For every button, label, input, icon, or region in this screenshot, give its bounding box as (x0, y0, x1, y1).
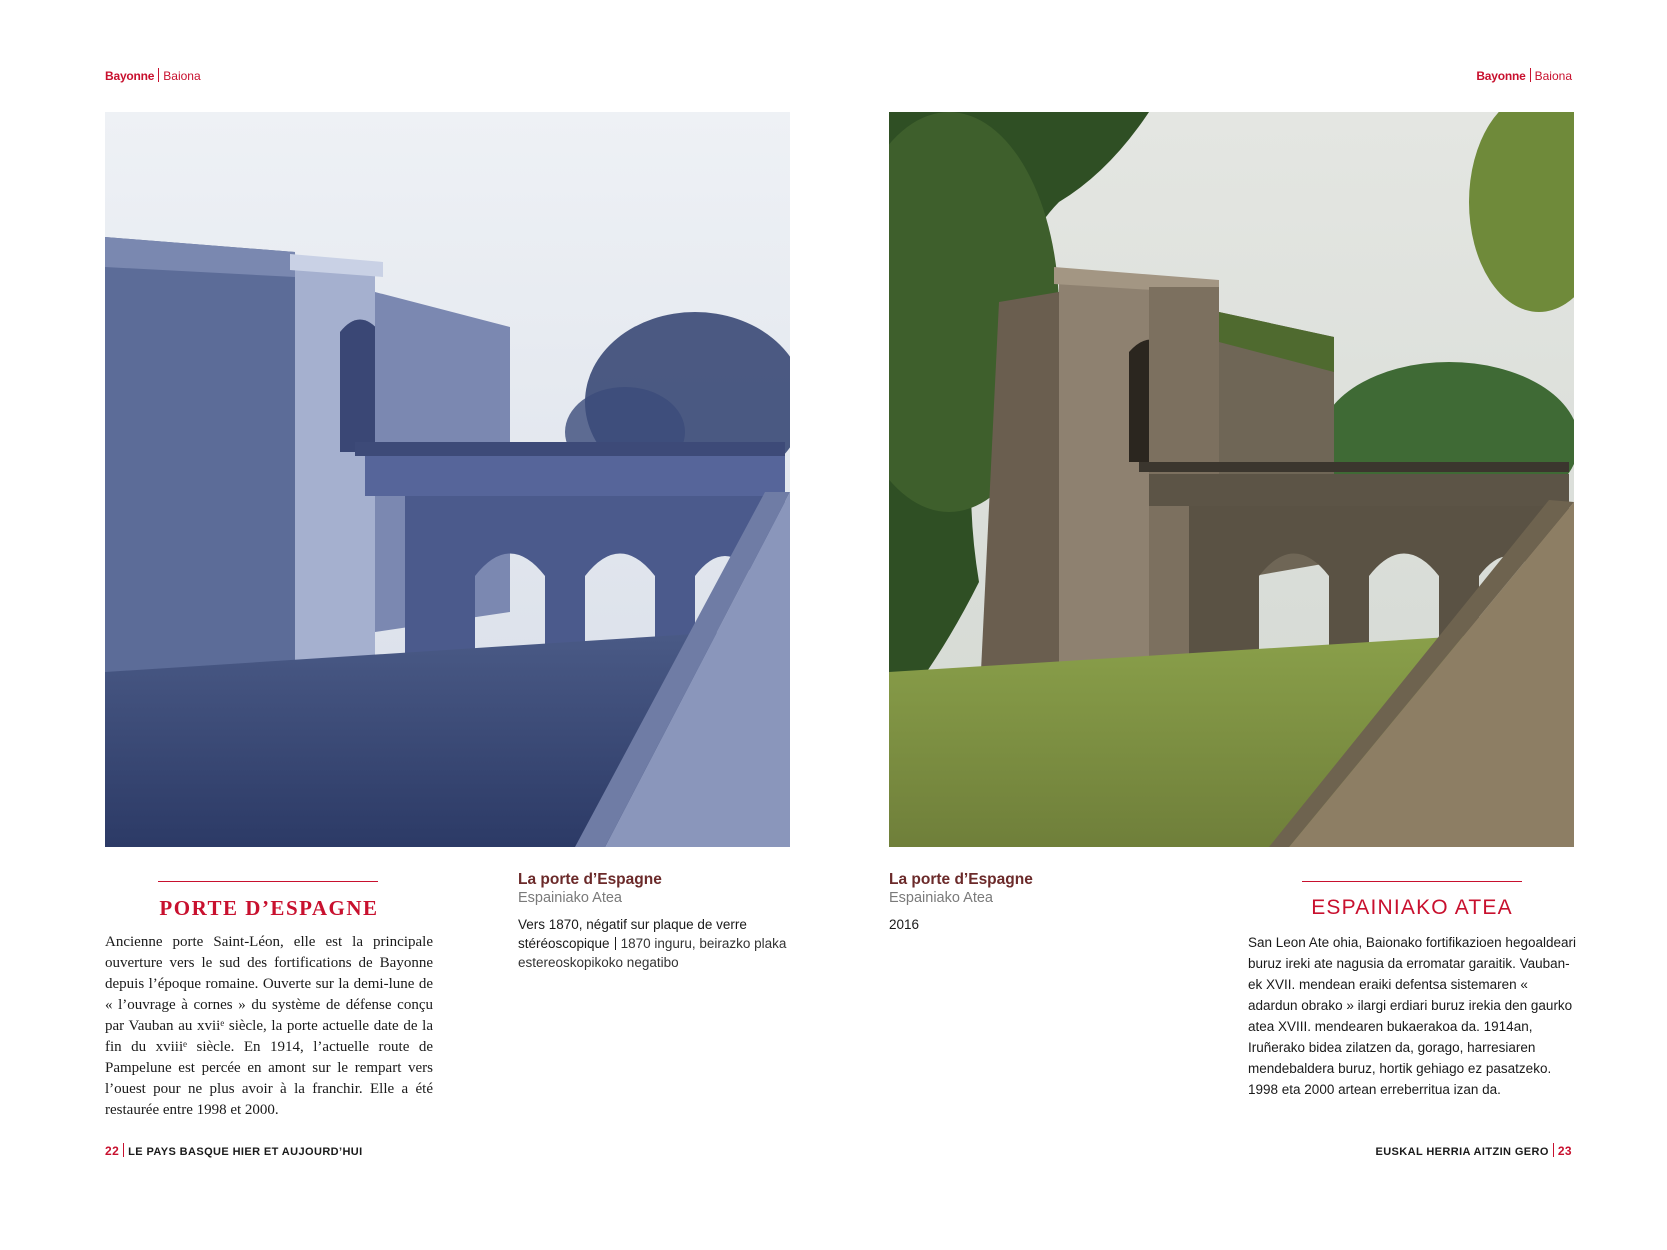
caption-title: La porte d’Espagne (889, 871, 1033, 888)
body-text-eu: San Leon Ate ohia, Baionako fortifikazioen hegoaldeari buruz ireki ate nagusia da erromatar garaitik. Vauban-ek XVII. mendean eraiki defentsa sistemaren « adardun obrako » ilargi erdiari buruz irekia den gaurko atea XVIII. mendearen bukaerakoa da. 1914an, Iruñerako bidea zilatzen da, gorago, harresiaren mendebaldera buruz, hortik gehiago ez pasatzeko. 1998 eta 2000 artean erreberritua izan da. (1248, 935, 1576, 1097)
divider (615, 937, 616, 950)
running-head-bold: Bayonne (105, 69, 155, 83)
title-rule (1302, 881, 1522, 882)
historic-photo (105, 112, 790, 847)
body-text-fr: Ancienne porte Saint-Léon, elle est la principale ouverture vers le sud des fortifications de Bayonne depuis l’époque romaine. Ouverte sur la demi-lune de « l’ouvrage à cornes » du système de défense conçu par Vauban au xviiᵉ siècle, la porte actuelle date de la fin du xviiiᵉ siècle. En 1914, l’actuelle route de Pampelune est percée en amont sur le rempart vers l’ouest pour ne plus avoir à la franchir. Elle a été restaurée entre 1998 et 2000. (105, 934, 433, 1118)
historic-cyanotype-photo-icon (105, 112, 790, 847)
footer-left (105, 1143, 363, 1159)
running-head-right (1476, 68, 1572, 84)
caption-title: La porte d’Espagne (518, 871, 662, 888)
footer-title: EUSKAL HERRIA AITZIN GERO (1375, 1146, 1549, 1158)
caption-body: 2016 (889, 917, 920, 932)
section-title-fr: PORTE D’ESPAGNE (159, 896, 379, 920)
divider (1530, 68, 1531, 82)
caption-subtitle: Espainiako Atea (518, 890, 622, 906)
page-number: 22 (105, 1144, 120, 1158)
divider (158, 68, 159, 82)
footer-right (1375, 1143, 1572, 1159)
section-title-eu: ESPAINIAKO ATEA (1311, 896, 1513, 919)
page-number: 23 (1557, 1144, 1572, 1158)
running-head-light: Baiona (1534, 69, 1572, 83)
running-head-left (105, 68, 201, 84)
modern-color-photo-icon (889, 112, 1574, 847)
right-caption (889, 870, 1189, 934)
footer-title: LE PAYS BASQUE HIER ET AUJOURD’HUI (128, 1146, 363, 1158)
caption-body-eu: 1870 inguru, beirazko plaka estereoskopikoko negatibo (518, 936, 787, 970)
modern-photo (889, 112, 1574, 847)
divider (123, 1143, 124, 1157)
left-caption (518, 870, 818, 972)
caption-body-fr: Vers 1870, négatif sur plaque de verre stéréoscopique (518, 917, 747, 951)
caption-body (518, 915, 818, 972)
title-rule (158, 881, 378, 882)
caption-subtitle: Espainiako Atea (889, 890, 993, 906)
running-head-bold: Bayonne (1476, 69, 1526, 83)
divider (1553, 1143, 1554, 1157)
running-head-light: Baiona (163, 69, 201, 83)
